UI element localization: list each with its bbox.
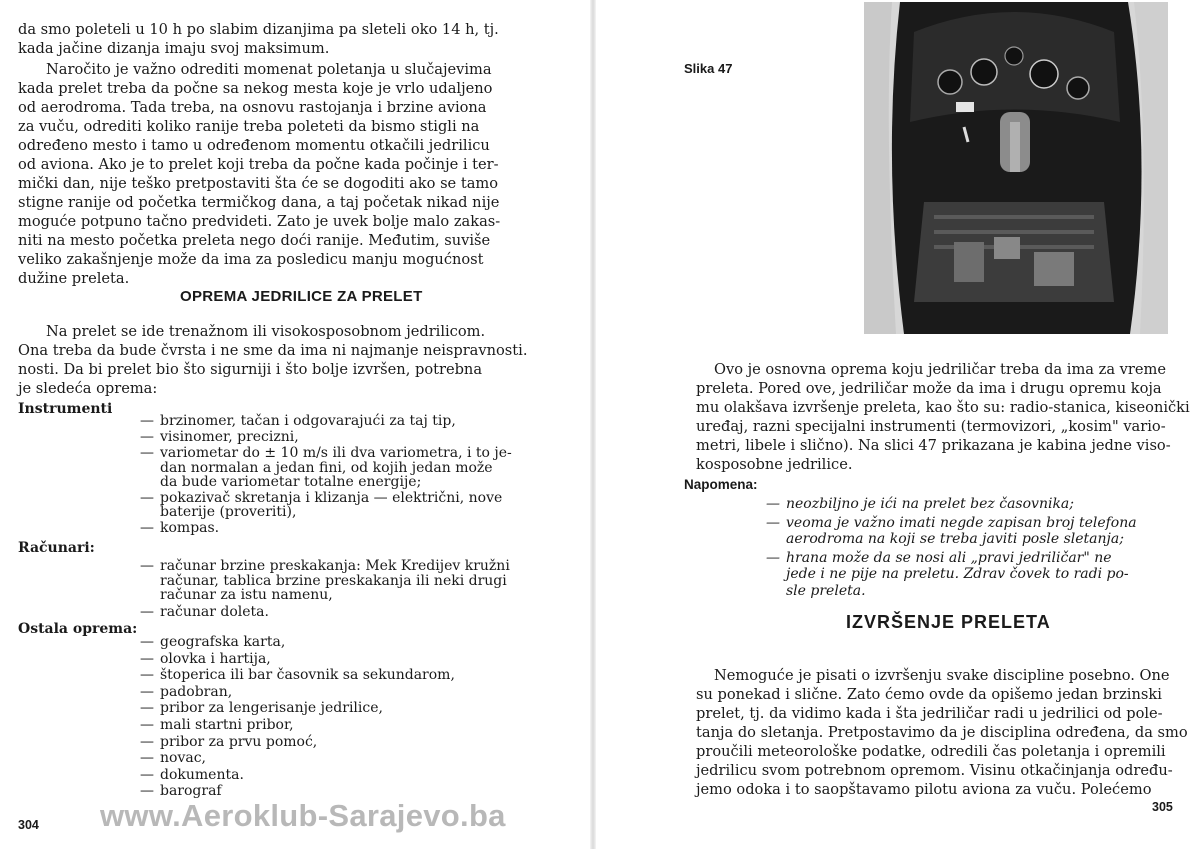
list-item-text: geografska karta, <box>160 634 286 650</box>
left-paragraph-3 <box>18 322 528 398</box>
list-item-text: pribor za prvu pomoć, <box>160 733 318 750</box>
list-dash: — <box>140 558 154 574</box>
racunari-label: Računari: <box>18 540 95 556</box>
list-item <box>766 566 1129 583</box>
list-dash: — <box>140 490 154 506</box>
list-item <box>140 587 333 603</box>
watermark-text: www.Aeroklub-Sarajevo.ba <box>100 798 506 833</box>
instrumenti-label: Instrumenti <box>18 401 113 417</box>
list-item <box>140 767 244 783</box>
list-item-text: neozbiljno je ići na prelet bez časovnika; <box>786 496 1074 512</box>
list-item-text: variometar do ± 10 m/s ili dva variometra, i to je- <box>160 445 512 462</box>
list-item <box>140 604 269 620</box>
list-item-text: računar brzine preskakanja: Mek Kredijev kružni <box>160 558 510 574</box>
list-item-text: visinomer, precizni, <box>160 429 299 446</box>
list-item-text: kompas. <box>160 520 220 537</box>
text-line: jedrilicu svom potrebnom opremom. Visinu otkačinjanja određu- <box>696 762 1173 779</box>
list-item-text: štoperica ili bar časovnik sa sekundarom, <box>160 667 455 684</box>
text-line: mički dan, nije teško pretpostaviti šta će se dogoditi ako se tamo <box>18 175 499 192</box>
text-line: nosti. Da bi prelet bio što sigurniji i što bolje izvršen, potrebna <box>18 361 483 378</box>
list-item-text: računar za istu namenu, <box>160 587 333 603</box>
text-line: metri, libele i slično). Na slici 47 prikazana je kabina jedne viso- <box>696 437 1171 454</box>
list-dash: — <box>140 717 154 733</box>
list-dash: — <box>140 766 154 783</box>
list-item <box>140 520 219 536</box>
list-dash: — <box>140 750 154 767</box>
list-item-text: hrana može da se nosi ali „pravi jedriličar" ne <box>786 549 1112 566</box>
list-item-text: brzinomer, tačan i odgovarajući za taj tip, <box>160 413 456 429</box>
list-item <box>140 474 421 490</box>
list-dash: — <box>140 413 154 429</box>
text-line: niti na mesto početka preleta nego doći ranije. Međutim, suviše <box>18 232 491 249</box>
list-dash: — <box>140 667 154 684</box>
left-paragraph-2 <box>18 60 503 288</box>
list-dash: — <box>766 496 780 512</box>
napomena-label: Napomena: <box>684 477 758 492</box>
list-item-text: mali startni pribor, <box>160 717 294 733</box>
list-item-text: aerodroma na koji se treba javiti posle sletanja; <box>786 531 1124 547</box>
text-line: dužine preleta. <box>18 270 130 287</box>
text-line: Ovo je osnovna oprema koju jedriličar treba da ima za vreme <box>714 361 1167 378</box>
list-item <box>140 717 294 733</box>
list-item-text: računar, tablica brzine preskakanja ili neki drugi <box>160 572 507 589</box>
list-item-text: olovka i hartija, <box>160 650 271 667</box>
list-item-text: baterije (proveriti), <box>160 504 297 521</box>
list-dash: — <box>140 634 154 650</box>
list-dash: — <box>766 549 780 566</box>
list-item-text: računar doleta. <box>160 603 269 620</box>
glider-cockpit-image <box>864 2 1168 334</box>
list-item-text: dokumenta. <box>160 766 244 783</box>
list-item <box>766 550 1112 567</box>
text-line: kada prelet treba da počne sa nekog mesta koje je vrlo udaljeno <box>18 80 493 97</box>
text-line: tanja do sletanja. Pretpostavimo da je disciplina određena, da smo <box>696 724 1188 741</box>
list-dash: — <box>140 429 154 446</box>
list-item-text: padobran, <box>160 683 233 700</box>
text-line: da smo poleteli u 10 h po slabim dizanjima pa sleteli oko 14 h, tj. <box>18 21 499 38</box>
text-line: za vuču, odrediti koliko ranije treba poleteti da bismo stigli na <box>18 118 480 135</box>
text-line: preleta. Pored ove, jedriličar može da ima i drugu opremu koja <box>696 380 1162 397</box>
text-line: kada jačine dizanja imaju svoj maksimum. <box>18 40 330 57</box>
list-item <box>766 531 1124 548</box>
list-item <box>140 429 299 445</box>
list-item-text: barograf <box>160 783 222 800</box>
text-line: Na prelet se ide trenažnom ili visokosposobnom jedrilicom. <box>46 323 486 340</box>
list-item <box>140 750 206 766</box>
text-line: stigne ranije od početka termičkog dana, a taj početak nikad nije <box>18 194 500 211</box>
left-page <box>0 0 590 849</box>
figure-label: Slika 47 <box>684 61 733 76</box>
list-item <box>140 413 456 429</box>
right-paragraph-2 <box>696 666 1188 799</box>
list-item-text: jede i ne pije na preletu. Zdrav čovek to radi po- <box>786 566 1129 582</box>
list-dash: — <box>140 683 154 700</box>
text-line: jemo odoka i to saopštavamo pilotu aviona za vuču. Polećemo <box>696 781 1152 798</box>
list-item <box>140 734 317 750</box>
list-item <box>140 684 232 700</box>
text-line: od aerodroma. Tada treba, na osnovu rastojanja i brzine aviona <box>18 99 487 116</box>
text-line: proučili meteorološke podatke, odredili čas poletanja i opremili <box>696 743 1166 760</box>
left-section-heading: OPREMA JEDRILICE ZA PRELET <box>180 288 423 305</box>
cockpit-photo <box>864 2 1168 334</box>
list-item-text: dan normalan a jedan fini, od kojih jedan može <box>160 459 493 476</box>
list-dash: — <box>140 650 154 667</box>
text-line: Nemoguće je pisati o izvršenju svake discipline posebno. One <box>714 667 1170 684</box>
list-dash: — <box>140 733 154 750</box>
text-line: određeno mesto i tamo u određenom momentu otkačili jedrilicu <box>18 137 490 154</box>
list-item <box>140 504 296 520</box>
text-line: kosposobne jedrilice. <box>696 456 853 473</box>
list-item-text: pokazivač skretanja i klizanja — električni, nove <box>160 490 503 506</box>
list-dash: — <box>140 783 154 800</box>
text-line: od aviona. Ako je to prelet koji treba da počne kada počinje i ter- <box>18 156 499 173</box>
list-item <box>766 496 1074 513</box>
list-item <box>140 700 383 716</box>
list-item <box>140 667 455 683</box>
list-item <box>140 634 285 650</box>
list-item-text: sle preleta. <box>786 582 866 599</box>
list-item-text: da bude variometar totalne energije; <box>160 473 422 490</box>
text-line: moguće potpuno tačno predvideti. Zato je uvek bolje malo zakas- <box>18 213 501 230</box>
right-section-heading: IZVRŠENJE PRELETA <box>846 612 1051 632</box>
text-line: veliko zakašnjenje može da ima za posledicu manju mogućnost <box>18 251 484 268</box>
ostala-oprema-label: Ostala oprema: <box>18 621 138 637</box>
list-dash: — <box>766 514 780 531</box>
page-number-right: 305 <box>1152 800 1173 814</box>
list-item-text: veoma je važno imati negde zapisan broj telefona <box>786 514 1137 531</box>
left-paragraph-1 <box>18 20 503 58</box>
list-item <box>766 583 866 600</box>
page-number-left: 304 <box>18 818 39 832</box>
text-line: Ona treba da bude čvrsta i ne sme da ima ni najmanje neispravnosti. <box>18 342 528 359</box>
list-item <box>140 783 222 799</box>
list-dash: — <box>140 520 154 537</box>
list-item <box>766 515 1137 532</box>
list-item-text: pribor za lengerisanje jedrilice, <box>160 700 383 717</box>
text-line: je sledeća oprema: <box>18 380 158 397</box>
list-dash: — <box>140 445 154 462</box>
list-item-text: novac, <box>160 750 206 767</box>
text-line: mu olakšava izvršenje preleta, kao što su: radio-stanica, kiseonički <box>696 399 1190 416</box>
list-dash: — <box>140 700 154 717</box>
text-line: Naročito je važno odrediti momenat poletanja u slučajevima <box>46 61 492 78</box>
list-item <box>140 651 271 667</box>
text-line: prelet, tj. da vidimo kada i šta jedriličar radi u jedrilici od pole- <box>696 705 1163 722</box>
text-line: su ponekad i slične. Zato ćemo ovde da opišemo jedan brzinski <box>696 686 1162 703</box>
list-dash: — <box>140 603 154 620</box>
text-line: uređaj, razni specijalni instrumenti (termovizori, „kosim" vario- <box>696 418 1166 435</box>
right-paragraph-1 <box>696 360 1190 474</box>
